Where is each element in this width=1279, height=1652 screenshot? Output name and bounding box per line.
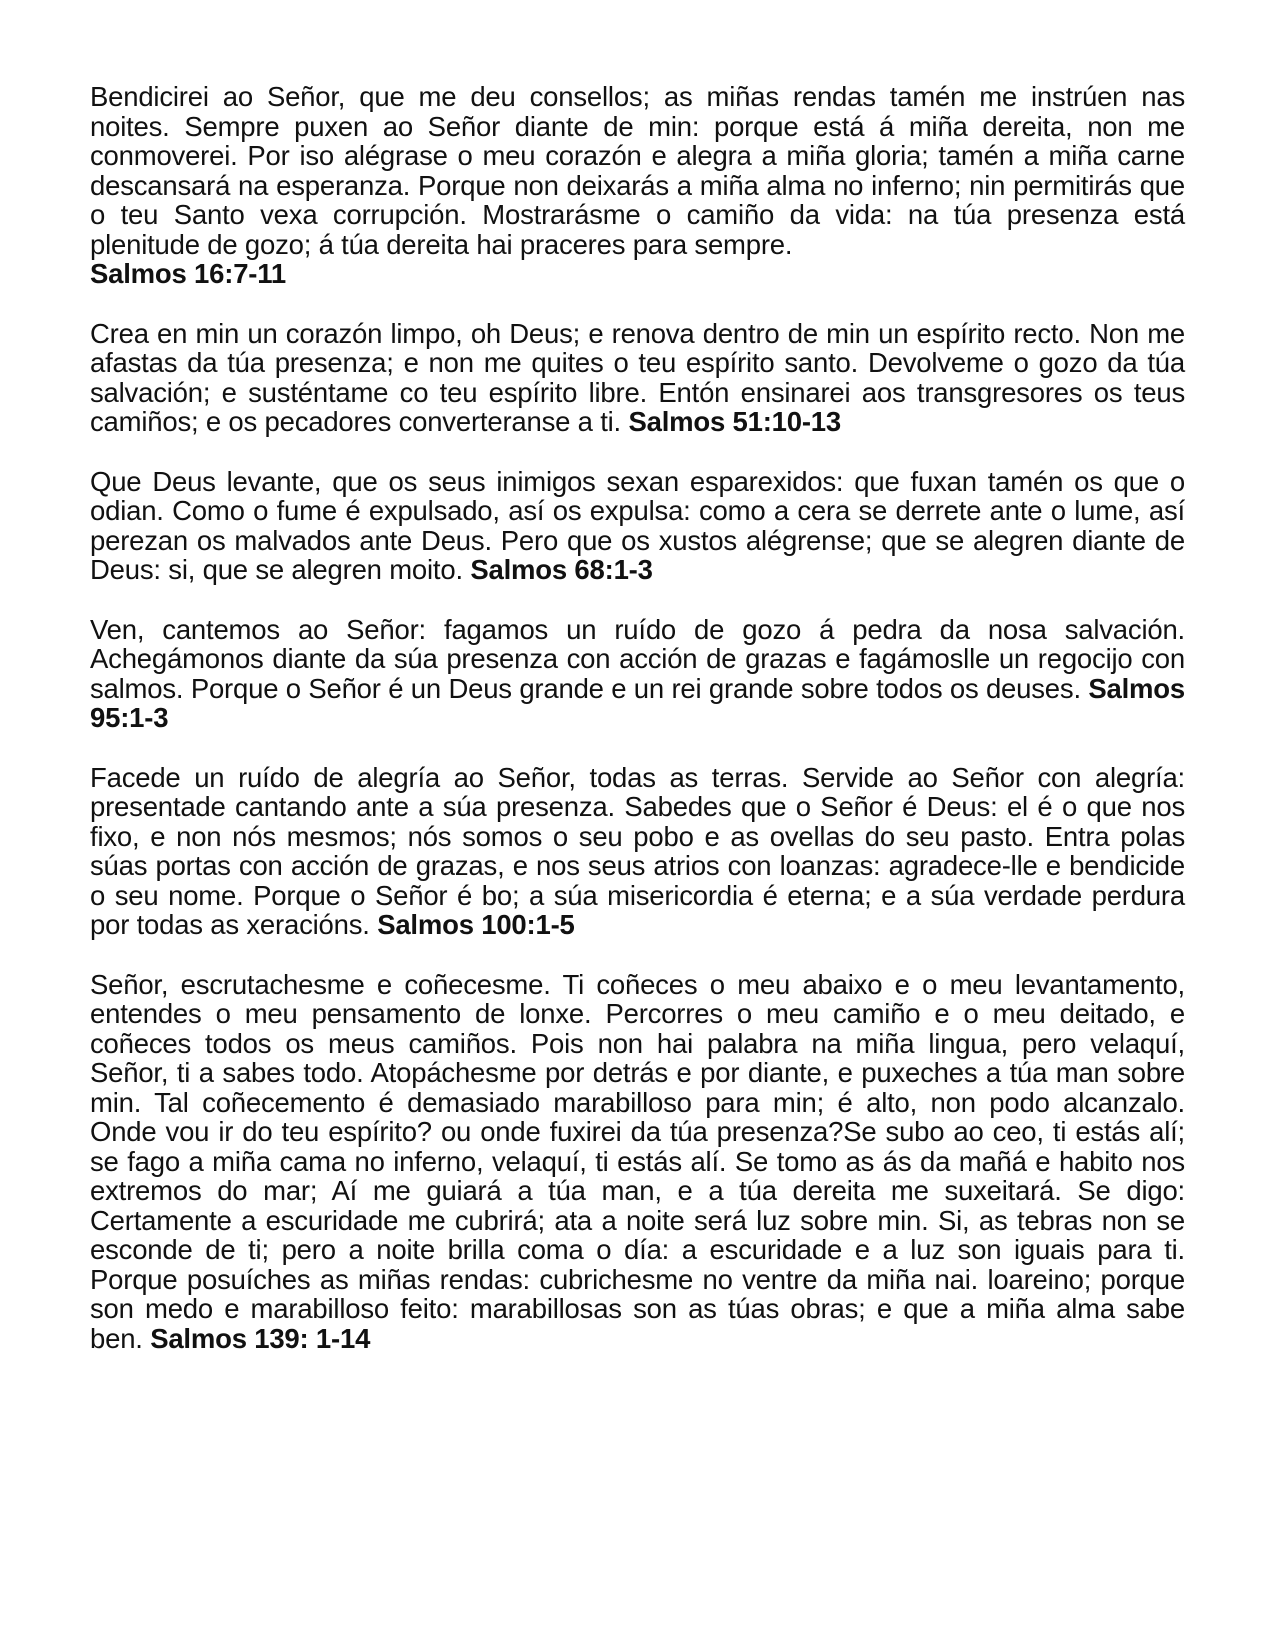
passage-text: Señor, escrutachesme e coñecesme. Ti coñeces o meu abaixo e o meu levantamento, entendes o meu pensamento de lonxe. Percorres o meu camiño e o meu deitado, e coñeces todos os meus camiños. Pois non hai palabra na miña lingua, pero velaquí, Señor, ti a sabes todo. Atopáchesme por detrás e por diante, e puxeches a túa man sobre min. Tal coñecemento é demasiado marabilloso para min; é alto, non podo alcanzalo. Onde vou ir do teu espírito? ou onde fuxirei da túa presenza?Se subo ao ceo, ti estás alí; se fago a miña cama no inferno, velaquí, ti estás alí. Se tomo as ás da mañá e habito nos extremos do mar; Aí me guiará a túa man, e a túa dereita me suxeitará. Se digo: Certamente a escuridade me cubrirá; ata a noite será luz sobre min. Si, as tebras non se esconde de ti; pero a noite brilla coma o día: a escuridade e a luz son iguais para ti. Porque posuíches as miñas rendas: cubrichesme no ventre da miña nai. loareino; porque son medo e marabilloso feito: marabillosas son as túas obras; e que a miña alma sabe ben. bbox=[90, 968, 1185, 1354]
passage-psalm-139 bbox=[90, 970, 1185, 1354]
passage-text: Que Deus levante, que os seus inimigos sexan esparexidos: que fuxan tamén os que o odian. Como o fume é expulsado, así os expulsa: como a cera se derrete ante o lume, así perezan os malvados ante Deus. Pero que os xustos alégrense; que se alegren diante de Deus: si, que se alegren moito. bbox=[90, 465, 1185, 585]
passage-reference: Salmos 16:7-11 bbox=[90, 258, 286, 289]
passage-reference: Salmos 100:1-5 bbox=[377, 909, 575, 940]
passage-reference: Salmos 51:10-13 bbox=[628, 406, 841, 437]
passage-text: Crea en min un corazón limpo, oh Deus; e renova dentro de min un espírito recto. Non me afastas da túa presenza; e non me quites o teu espírito santo. Devolveme o gozo da túa salvación; e susténtame co teu espírito libre. Entón ensinarei aos transgresores os teus camiños; e os pecadores converteranse a ti. bbox=[90, 317, 1185, 437]
passage-text: Facede un ruído de alegría ao Señor, todas as terras. Servide ao Señor con alegría: presentade cantando ante a súa presenza. Sabedes que o Señor é Deus: el é o que nos fixo, e non nós mesmos; nós somos o seu pobo e as ovellas do seu pasto. Entra polas súas portas con acción de grazas, e nos seus atrios con loanzas: agradece-lle e bendicide o seu nome. Porque o Señor é bo; a súa misericordia é eterna; e a súa verdade perdura por todas as xeracións. bbox=[90, 761, 1185, 940]
passage-psalm-16 bbox=[90, 82, 1185, 289]
passage-text: Ven, cantemos ao Señor: fagamos un ruído de gozo á pedra da nosa salvación. Achegámonos diante da súa presenza con acción de grazas e fagámoslle un regocijo con salmos. Porque o Señor é un Deus grande e un rei grande sobre todos os deuses. bbox=[90, 613, 1185, 704]
passage-reference: Salmos 139: 1-14 bbox=[150, 1322, 371, 1354]
passage-reference: Salmos 95:1-3 bbox=[90, 672, 1185, 733]
passage-psalm-95 bbox=[90, 615, 1185, 733]
passage-reference: Salmos 68:1-3 bbox=[470, 554, 653, 585]
passage-text: Bendicirei ao Señor, que me deu consellos; as miñas rendas tamén me instrúen nas noites. Sempre puxen ao Señor diante de min: porque está á miña dereita, non me conmoverei. Por iso alégrase o meu corazón e alegra a miña gloria; tamén a miña carne descansará na esperanza. Porque non deixarás a miña alma no inferno; nin permitirás que o teu Santo vexa corrupción. Mostrarásme o camiño da vida: na túa presenza está plenitude de gozo; á túa dereita hai praceres para sempre. bbox=[90, 81, 1185, 260]
document-page bbox=[90, 82, 1185, 1383]
passage-psalm-68 bbox=[90, 467, 1185, 585]
passage-psalm-51 bbox=[90, 319, 1185, 437]
passage-psalm-100 bbox=[90, 763, 1185, 940]
